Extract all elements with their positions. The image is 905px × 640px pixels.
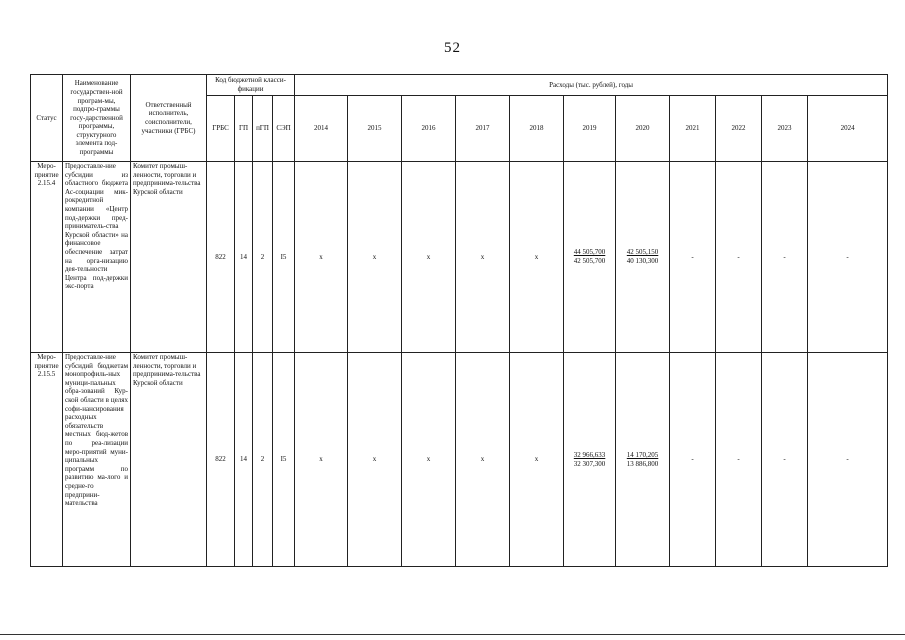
year-cell-2024: - (808, 353, 888, 567)
year-cell-2018: х (510, 162, 564, 353)
responsible-cell: Комитет промыш-ленности, торговли и предпринима-тельства Курской области (131, 162, 207, 353)
year-cell-2023: - (762, 353, 808, 567)
budget-table (30, 74, 888, 567)
year-cell-2022: - (716, 162, 762, 353)
pgp-cell: 2 (253, 353, 273, 567)
header-year: 2014 (295, 96, 348, 162)
header-grbs: ГРБС (207, 96, 235, 162)
amount-regional: 42 505,700 (573, 257, 606, 265)
year-cell-2024: - (808, 162, 888, 353)
amount-total: 14 170,205 (626, 450, 659, 459)
header-year: 2017 (456, 96, 510, 162)
amount-regional: 40 130,300 (626, 257, 659, 265)
year-cell-2017: х (456, 353, 510, 567)
year-cell-2021: - (670, 353, 716, 567)
header-year: 2024 (808, 96, 888, 162)
year-cell-2023: - (762, 162, 808, 353)
header-year: 2022 (716, 96, 762, 162)
amount-total: 42 505,150 (626, 248, 659, 257)
table-row (31, 353, 888, 567)
grbs-cell: 822 (207, 353, 235, 567)
year-cell-2016: х (402, 353, 456, 567)
header-year: 2016 (402, 96, 456, 162)
header-row-top (31, 75, 888, 96)
header-year: 2020 (616, 96, 670, 162)
header-year: 2015 (348, 96, 402, 162)
gp-cell: 14 (235, 353, 253, 567)
header-expenses: Расходы (тыс. рублей), годы (295, 75, 888, 96)
year-cell-2019 (564, 353, 616, 567)
sep-cell: I5 (273, 162, 295, 353)
header-sep: СЭП (273, 96, 295, 162)
year-cell-2018: х (510, 353, 564, 567)
grbs-cell: 822 (207, 162, 235, 353)
year-cell-2016: х (402, 162, 456, 353)
name-cell: Предоставле-ние субсидий бюджетам монопрофиль-ных муници-пальных обра-зований Кур-ской области в целях софи-нансирования расходных обязательств местных бюд-жетов по реа-лизации меро-приятий муни-ципальных программ по развитию ма-лого и средне-го предприни-мательства (63, 353, 131, 567)
pgp-cell: 2 (253, 162, 273, 353)
table-row (31, 162, 888, 353)
header-year: 2019 (564, 96, 616, 162)
header-gp: ГП (235, 96, 253, 162)
year-cell-2022: - (716, 353, 762, 567)
year-cell-2014: х (295, 353, 348, 567)
name-cell: Предоставле-ние субсидии из областного бюджета Ас-социации мик-рокредитной компании «Центр под-держки пред-приниматель-ства Курской области» на финансовое обеспечение затрат на орга-низацию дея-тельности Центра под-держки экс-порта (63, 162, 131, 353)
status-cell: Меро-приятие 2.15.4 (31, 162, 63, 353)
gp-cell: 14 (235, 162, 253, 353)
header-pgp: пГП (253, 96, 273, 162)
amount-total: 44 505,700 (573, 248, 606, 257)
amount-regional: 13 886,800 (626, 459, 659, 468)
header-year: 2023 (762, 96, 808, 162)
page-number: 52 (444, 40, 461, 56)
amount-regional: 32 307,300 (573, 459, 606, 468)
year-cell-2019 (564, 162, 616, 353)
year-cell-2015: х (348, 353, 402, 567)
year-cell-2020 (616, 353, 670, 567)
year-cell-2021: - (670, 162, 716, 353)
year-cell-2015: х (348, 162, 402, 353)
amount-total: 32 966,633 (573, 450, 606, 459)
year-cell-2020 (616, 162, 670, 353)
year-cell-2014: х (295, 162, 348, 353)
responsible-cell: Комитет промыш-ленности, торговли и предпринима-тельства Курской области (131, 353, 207, 567)
header-status: Статус (31, 75, 63, 162)
status-cell: Меро-приятие 2.15.5 (31, 353, 63, 567)
header-name: Наименование государствен-ной програм-мы, подпро-граммы госу-дарственной программы, структурного элемента под-программы (63, 75, 131, 162)
scan-edge-line (0, 634, 905, 635)
year-cell-2017: х (456, 162, 510, 353)
header-year: 2021 (670, 96, 716, 162)
header-budget-code: Код бюджетной класси-фикации (207, 75, 295, 96)
sep-cell: I5 (273, 353, 295, 567)
header-responsible: Ответственный исполнитель, соисполнители, участники (ГРБС) (131, 75, 207, 162)
header-year: 2018 (510, 96, 564, 162)
